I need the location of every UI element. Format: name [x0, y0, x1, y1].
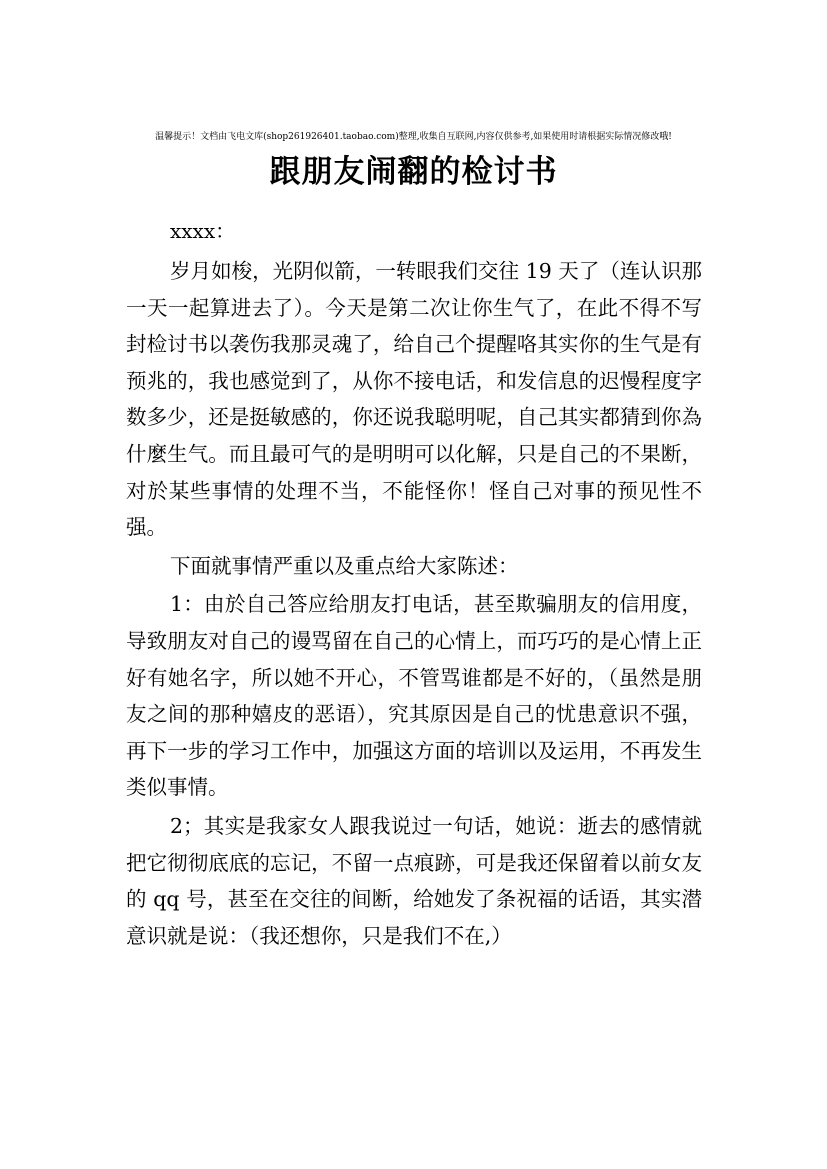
document-body: [126, 213, 702, 956]
paragraph-intro: 岁月如梭，光阴似箭，一转眼我们交往 19 天了（连认识那一天一起算进去了）。今天是第二次让你生气了，在此不得不写封检讨书以袭伤我那灵魂了，给自己个提醒咯其实你的生气是有预兆的，我也感觉到了，从你不接电话，和发信息的迟慢程度字数多少，还是挺敏感的，你还说我聪明呢，自己其实都猜到你為什麼生气。而且最可气的是明明可以化解，只是自己的不果断，对於某些事情的处理不当，不能怪你！怪自己对事的预见性不强。: [126, 259, 702, 540]
document-title: 跟朋友闹翻的检讨书: [269, 154, 558, 190]
paragraph-point-2: 2；其实是我家女人跟我说过一句话，她说：逝去的感情就把它彻彻底底的忘记，不留一点痕跡，可是我还保留着以前女友的 qq 号，甚至在交往的间断，给她发了条祝福的话语，其实潜意识就是说：（我还想你，只是我们不在,）: [126, 813, 702, 948]
header-note: 温馨提示！文档由飞电文库(shop261926401.taobao.com)整理,收集自互联网,内容仅供参考,如果使用时请根据实际情况修改哦!: [155, 132, 672, 142]
paragraph-statement: 下面就事情严重以及重点给大家陈述：: [170, 553, 519, 578]
salutation: xxxx：: [170, 219, 236, 243]
paragraph-point-1: 1：由於自己答应给朋友打电话，甚至欺骗朋友的信用度，导致朋友对自己的谩骂留在自己的心情上，而巧巧的是心情上正好有她名字，所以她不开心，不管骂谁都是不好的，（虽然是朋友之间的那种嬉皮的恶语），究其原因是自己的忧患意识不强，再下一步的学习工作中，加强这方面的培训以及运用，不再发生类似事情。: [126, 592, 702, 800]
